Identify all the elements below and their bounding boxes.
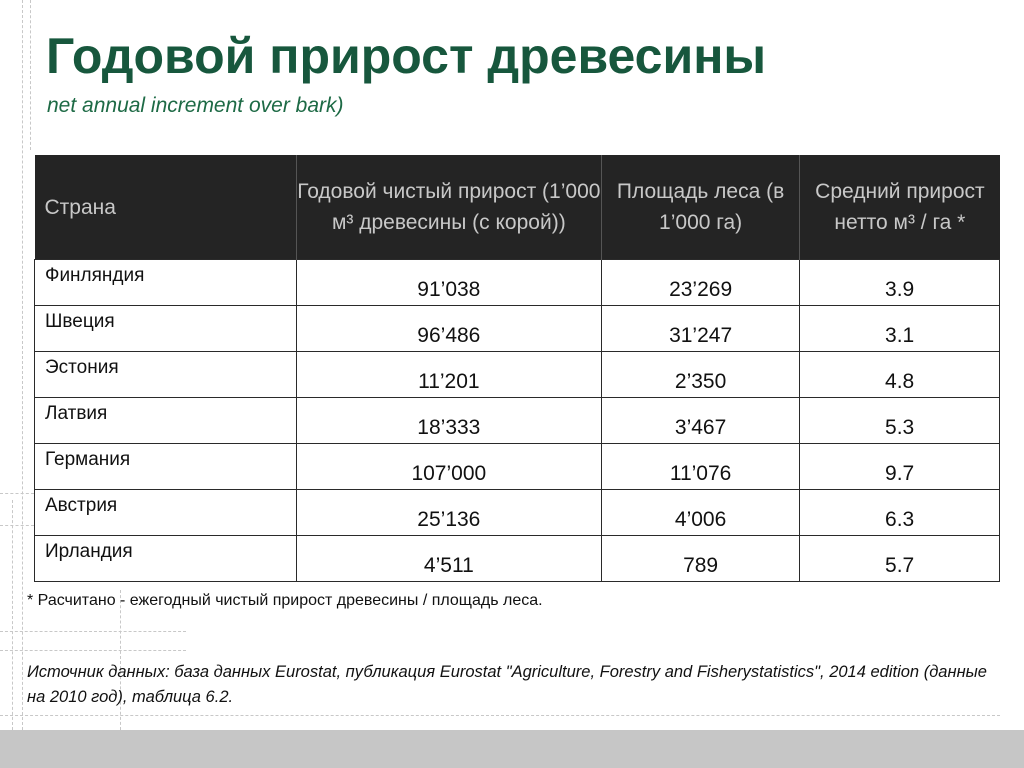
cell-average: 3.9 (800, 260, 1000, 306)
cell-average: 6.3 (800, 490, 1000, 536)
cell-increment: 25’136 (296, 490, 601, 536)
cell-country: Германия (35, 444, 297, 490)
table-row (35, 490, 1000, 536)
cell-country: Швеция (35, 306, 297, 352)
header-average: Средний прирост нетто м³ / га * (800, 155, 1000, 260)
page-title: Годовой прирост древесины (46, 28, 767, 84)
cell-area: 3’467 (601, 398, 799, 444)
decorative-guide-line (0, 715, 1000, 716)
table-row (35, 306, 1000, 352)
cell-country: Ирландия (35, 536, 297, 582)
decorative-guide-line (30, 0, 31, 150)
cell-increment: 96’486 (296, 306, 601, 352)
cell-area: 4’006 (601, 490, 799, 536)
wood-increment-table (34, 155, 1000, 582)
cell-increment: 91’038 (296, 260, 601, 306)
cell-area: 2’350 (601, 352, 799, 398)
cell-area: 31’247 (601, 306, 799, 352)
cell-increment: 107’000 (296, 444, 601, 490)
cell-increment: 11’201 (296, 352, 601, 398)
decorative-guide-line (0, 650, 186, 651)
cell-average: 5.3 (800, 398, 1000, 444)
table-row (35, 536, 1000, 582)
decorative-guide-line (12, 500, 13, 730)
cell-country: Финляндия (35, 260, 297, 306)
bottom-band (0, 730, 1024, 768)
decorative-guide-line (0, 493, 34, 494)
cell-average: 9.7 (800, 444, 1000, 490)
table-row (35, 352, 1000, 398)
header-increment: Годовой чистый прирост (1’000 м³ древесины (с корой)) (296, 155, 601, 260)
source-note: Источник данных: база данных Eurostat, публикация Eurostat "Agriculture, Forestry and Fisherystatistics", 2014 edition (данные на 2010 год), таблица 6.2. (27, 663, 987, 706)
cell-area: 11’076 (601, 444, 799, 490)
cell-country: Австрия (35, 490, 297, 536)
decorative-guide-line (0, 525, 34, 526)
cell-country: Эстония (35, 352, 297, 398)
header-area: Площадь леса (в 1’000 га) (601, 155, 799, 260)
cell-increment: 18’333 (296, 398, 601, 444)
cell-area: 23’269 (601, 260, 799, 306)
cell-average: 4.8 (800, 352, 1000, 398)
decorative-guide-line (22, 0, 23, 730)
cell-area: 789 (601, 536, 799, 582)
table-row (35, 444, 1000, 490)
table-header-row (35, 155, 1000, 260)
header-country: Страна (35, 155, 297, 260)
cell-average: 3.1 (800, 306, 1000, 352)
cell-country: Латвия (35, 398, 297, 444)
cell-increment: 4’511 (296, 536, 601, 582)
cell-average: 5.7 (800, 536, 1000, 582)
table-row (35, 398, 1000, 444)
table-row (35, 260, 1000, 306)
decorative-guide-line (0, 631, 186, 632)
page-subtitle: net annual increment over bark) (47, 94, 344, 117)
footnote: * Расчитано - ежегодный чистый прирост древесины / площадь леса. (27, 592, 543, 609)
